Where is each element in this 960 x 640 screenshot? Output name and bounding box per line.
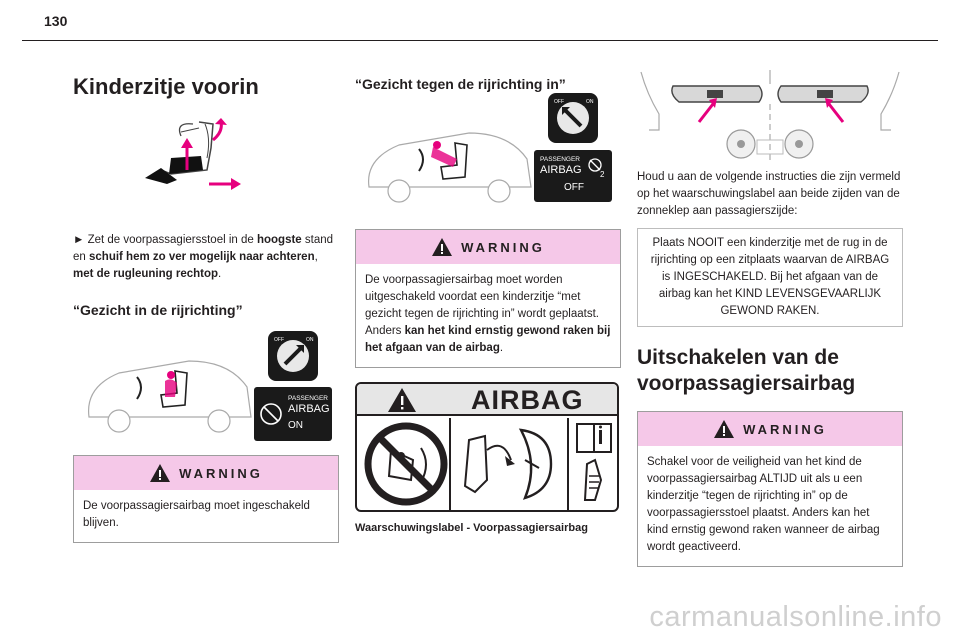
rear-facing-illustration [355, 99, 621, 211]
warning-box-2 [355, 229, 621, 368]
seat-adjust-illustration [141, 118, 339, 194]
svg-text:OFF: OFF [554, 99, 564, 105]
car-forward-child-icon [79, 347, 259, 437]
warning-text: De voorpassagiersairbag moet ingeschakeld blijven. [83, 500, 310, 529]
passenger-airbag-off-label [534, 150, 612, 202]
warning-triangle-icon [387, 387, 417, 413]
no-child-seat-icon [259, 402, 283, 426]
label-line2: AIRBAG [288, 403, 330, 415]
svg-text:ON: ON [586, 99, 594, 105]
column-2 [355, 62, 621, 534]
sun-visor-instructions: Houd u aan de volgende instructies die zijn vermeld op het waarschuwingslabel aan beide zijden van de zonneklep aan passagierszijde: [637, 171, 901, 217]
column-1 [73, 62, 339, 543]
airbag-impact-icon [455, 420, 565, 508]
sun-visor-notice: Plaats NOOIT een kinderzitje met de rug in de rijrichting op een zitplaats waarvan de AIRBAG is INGESCHAKELD. Bij het afgaan van de airbag kan het KIND LEVENSGEVAARLIJK GEWOND RAKEN. [637, 228, 903, 327]
passenger-airbag-on-label [254, 387, 332, 441]
warning-triangle-icon [713, 419, 735, 439]
warning-header [638, 412, 902, 446]
svg-text:OFF: OFF [274, 337, 284, 343]
seat-adjust-icon [141, 118, 251, 192]
warning-text: Schakel voor de veiligheid van het kind de voorpassagiersairbag ALTIJD uit als u een kinderzitje “tegen de rijrichting in” op de voorpassagiersstoel plaatst. Anders kan het kind ernstig gewond raken wanneer de airbag wordt geactiveerd. [647, 456, 880, 553]
no-rear-child-seat-icon [361, 420, 451, 508]
airbag-switch-off [548, 93, 598, 143]
airbag-deactivated-icon [586, 156, 608, 178]
label-line1: PASSENGER [288, 395, 328, 402]
header-rule [22, 40, 938, 41]
airbag-label-caption: Waarschuwingslabel - Voorpassagiersairbag [355, 522, 588, 534]
warning-title: WARNING [179, 465, 263, 481]
warning-box-1 [73, 455, 339, 543]
label-line2: AIRBAG [540, 164, 582, 176]
airbag-key-switch-icon [268, 331, 318, 381]
label-divider-2 [567, 418, 569, 510]
svg-text:ON: ON [306, 337, 314, 343]
airbag-label-header [357, 384, 617, 416]
page-number: 130 [44, 13, 68, 29]
sun-visor-illustration [637, 64, 903, 164]
car-rear-child-icon [359, 121, 539, 207]
warning-text: De voorpassagiersairbag moet worden uitgeschakeld voordat een kinderzitje “met gezicht tegen de rijrichting in” wordt geplaatst. Anders kan het kind ernstig gewond raken bij het afgaan van de airbag. [365, 274, 611, 354]
read-manual-icon [571, 420, 617, 508]
subtitle-rear-facing: “Gezicht tegen de rijrichting in” [355, 76, 566, 92]
airbag-switch-on [268, 331, 318, 381]
watermark: carmanualsonline.info [649, 601, 942, 633]
warning-triangle-icon [149, 463, 171, 483]
warning-title: WARNING [743, 421, 827, 437]
warning-title: WARNING [461, 239, 545, 255]
subtitle-forward-facing: “Gezicht in de rijrichting” [73, 302, 243, 318]
label-line3: ON [288, 420, 303, 431]
airbag-label-text: AIRBAG [471, 385, 584, 415]
column-3 [637, 62, 903, 567]
label-line1: PASSENGER [540, 156, 580, 163]
seat-instruction: ► Zet de voorpassagiersstoel in de hoogste stand en schuif hem zo ver mogelijk naar achteren, met de rugleuning rechtop. [73, 234, 334, 280]
airbag-key-switch-icon [548, 93, 598, 143]
warning-header [356, 230, 620, 264]
warning-header [74, 456, 338, 490]
forward-facing-illustration [73, 331, 339, 441]
svg-text:2: 2 [600, 170, 605, 178]
section-title-deactivate: Uitschakelen van de voorpassagiersairbag [637, 346, 856, 395]
label-divider-1 [449, 418, 451, 510]
airbag-warning-label [355, 382, 619, 512]
warning-triangle-icon [431, 237, 453, 257]
sun-visor-label-location-icon [637, 64, 903, 164]
label-line3: OFF [564, 182, 584, 193]
warning-box-3 [637, 411, 903, 567]
section-title: Kinderzitje voorin [73, 74, 259, 99]
